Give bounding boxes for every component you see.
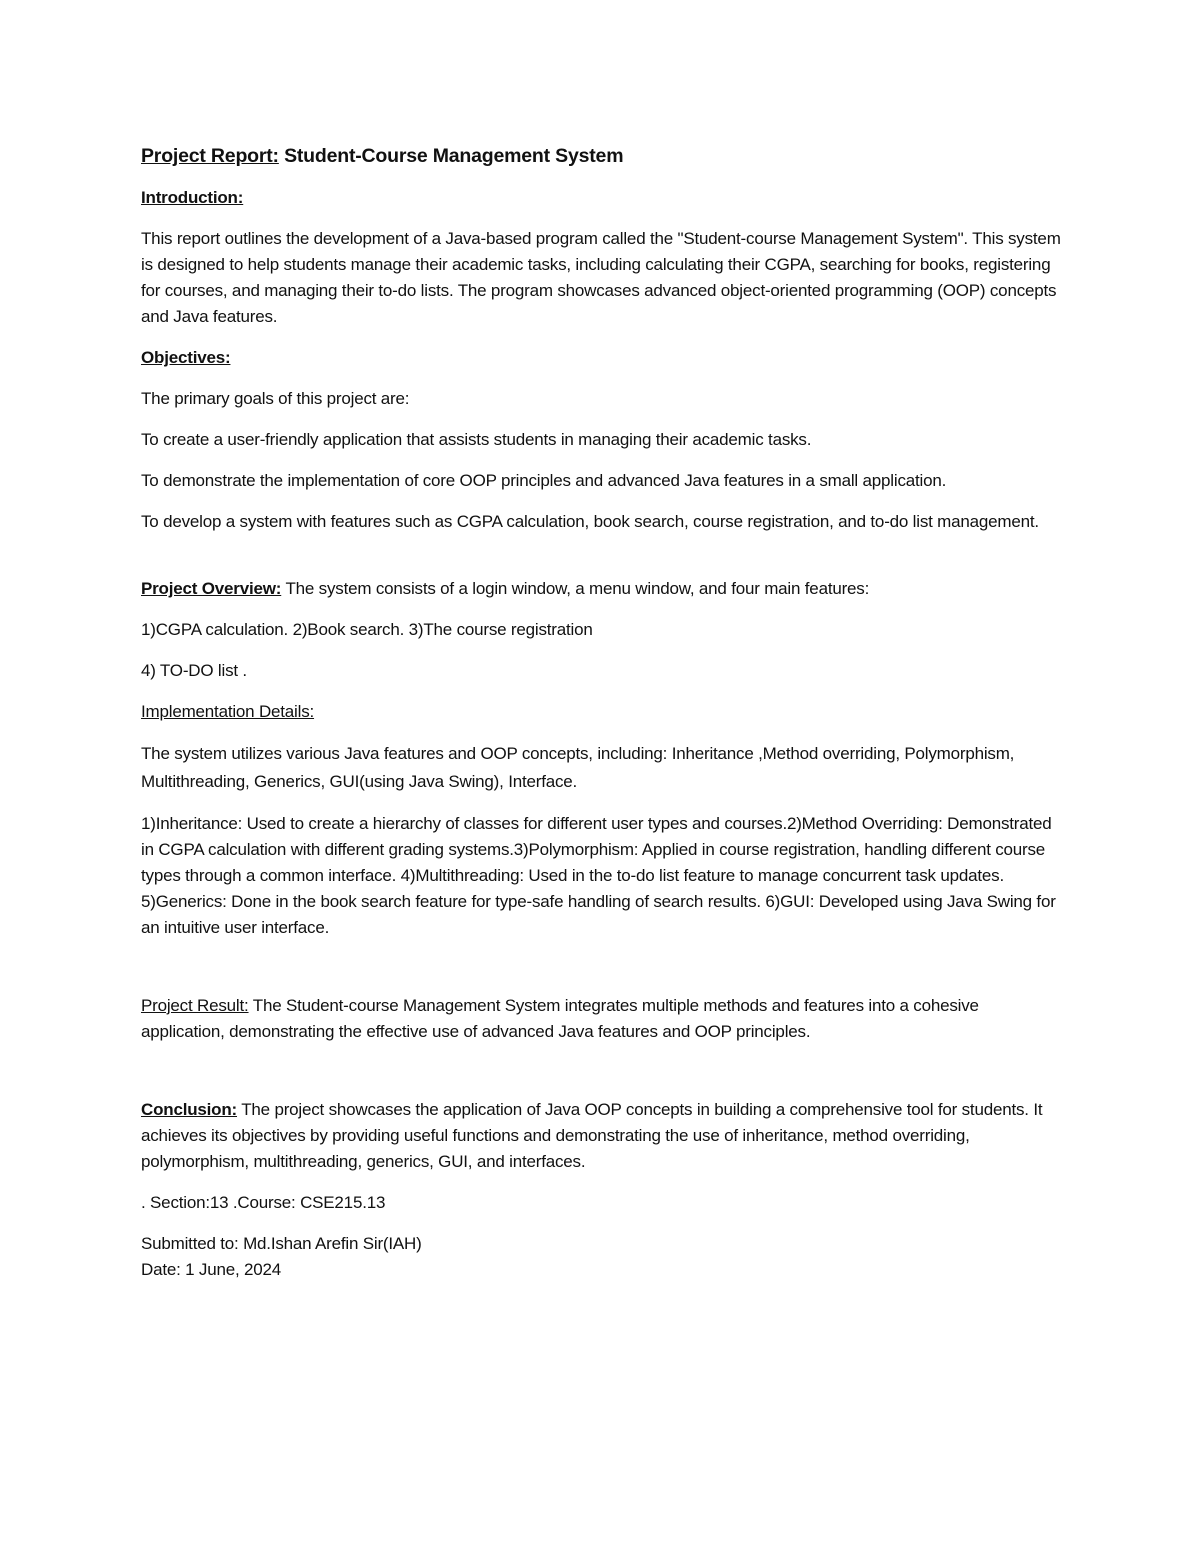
implementation-heading: Implementation Details: <box>141 702 315 721</box>
objectives-intro: The primary goals of this project are: <box>141 389 410 408</box>
objective-item: To demonstrate the implementation of core OOP principles and advanced Java features in a small application. <box>141 471 947 490</box>
title-label: Project Report: <box>141 145 279 167</box>
page-title <box>141 142 1061 170</box>
introduction-heading: Introduction: <box>141 188 244 207</box>
overview-features-line1: 1)CGPA calculation. 2)Book search. 3)The course registration <box>141 620 593 639</box>
submitted-to-line: Submitted to: Md.Ishan Arefin Sir(IAH) <box>141 1234 422 1253</box>
title-text: Student-Course Management System <box>278 145 624 167</box>
conclusion-paragraph <box>141 1097 1061 1175</box>
objective-item: To create a user-friendly application that assists students in managing their academic tasks. <box>141 430 812 449</box>
overview-heading: Project Overview: <box>141 579 282 598</box>
document-body <box>141 142 1061 1283</box>
overview-body: The system consists of a login window, a menu window, and four main features: <box>281 579 870 598</box>
implementation-details: 1)Inheritance: Used to create a hierarchy of classes for different user types and courses.2)Method Overriding: Demonstrated in CGPA calculation with different grading systems.3)Polymorphism: Applied in course registration, handling different course types through a common interface. 4)Multithreading: Used in the to-do list feature to manage concurrent task updates. 5)Generics: Done in the book search feature for type-safe handling of search results. 6)GUI: Developed using Java Swing for an intuitive user interface. <box>141 814 1056 937</box>
overview-features-line2: 4) TO-DO list . <box>141 661 247 680</box>
result-paragraph <box>141 993 1061 1045</box>
date-line: Date: 1 June, 2024 <box>141 1260 282 1279</box>
conclusion-heading: Conclusion: <box>141 1100 238 1119</box>
objectives-heading: Objectives: <box>141 348 231 367</box>
objective-item: To develop a system with features such as CGPA calculation, book search, course registration, and to-do list management. <box>141 512 1039 531</box>
result-body: The Student-course Management System integrates multiple methods and features into a cohesive application, demonstrating the effective use of advanced Java features and OOP principles. <box>141 996 979 1041</box>
section-course-line: . Section:13 .Course: CSE215.13 <box>141 1193 386 1212</box>
implementation-summary: The system utilizes various Java features and OOP concepts, including: Inheritance ,Method overriding, Polymorphism, Multithreading, Generics, GUI(using Java Swing), Interface. <box>141 744 1015 791</box>
result-heading: Project Result: <box>141 996 249 1015</box>
introduction-body: This report outlines the development of a Java-based program called the "Student-course Management System". This system is designed to help students manage their academic tasks, including calculating their CGPA, searching for books, registering for courses, and managing their to-do lists. The program showcases advanced object-oriented programming (OOP) concepts and Java features. <box>141 229 1061 326</box>
overview-paragraph <box>141 576 1061 602</box>
conclusion-body: The project showcases the application of Java OOP concepts in building a comprehensive tool for students. It achieves its objectives by providing useful functions and demonstrating the use of inheritance, method overriding, polymorphism, multithreading, generics, GUI, and interfaces. <box>141 1100 1043 1171</box>
